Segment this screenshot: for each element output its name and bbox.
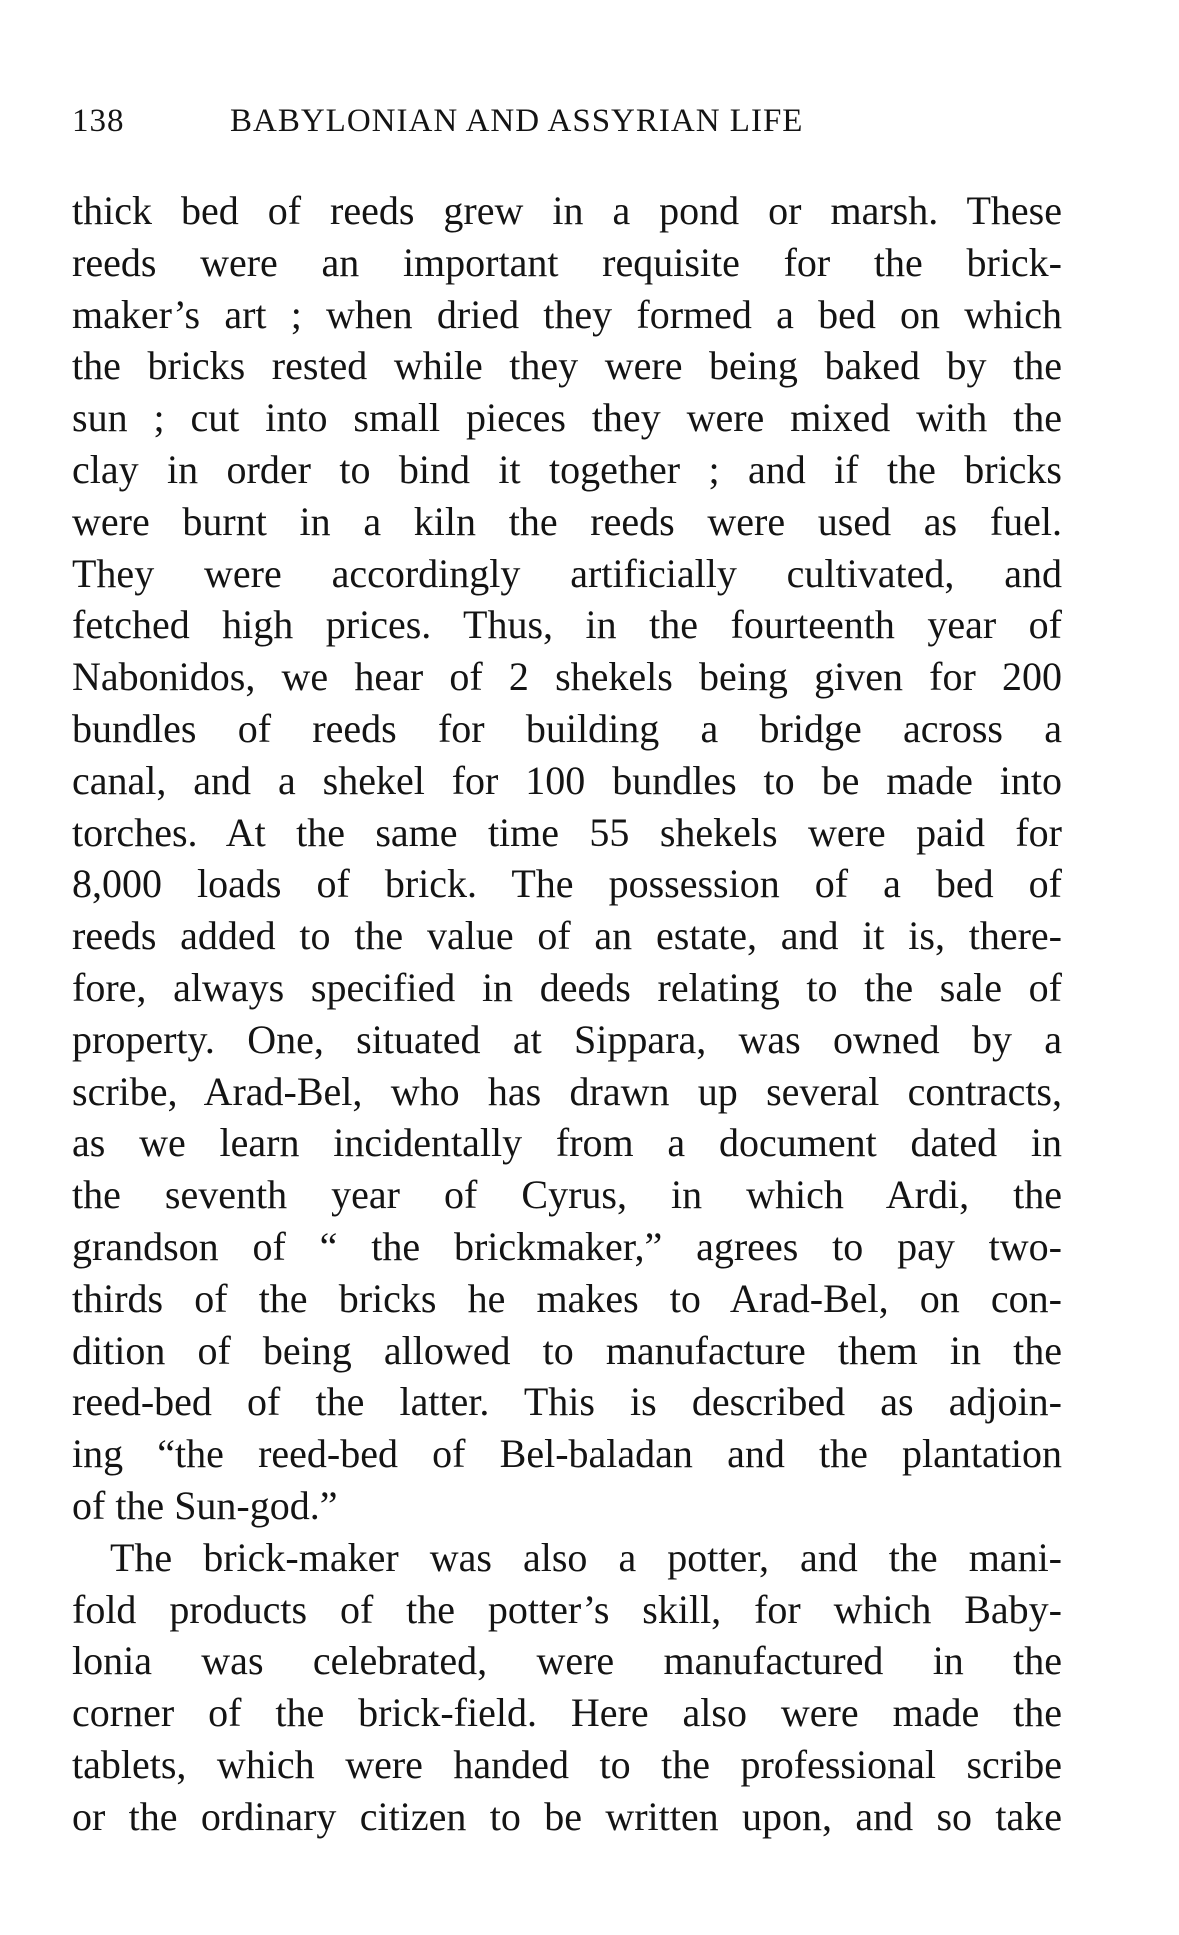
text-line: grandson of “ the brickmaker,” agrees to pay two- — [72, 1223, 1062, 1269]
text-line: torches. At the same time 55 shekels were paid for — [72, 809, 1062, 855]
text-line: They were accordingly artificially cultivated, and — [72, 550, 1062, 596]
paragraph — [72, 185, 1062, 1532]
text-line: property. One, situated at Sippara, was owned by a — [72, 1016, 1062, 1062]
text-line: fetched high prices. Thus, in the fourteenth year of — [72, 602, 1062, 648]
text-line: Nabonidos, we hear of 2 shekels being given for 200 — [72, 654, 1062, 700]
text-line: reed-bed of the latter. This is described as adjoin- — [72, 1379, 1062, 1425]
text-line: dition of being allowed to manufacture them in the — [72, 1327, 1062, 1373]
text-line: canal, and a shekel for 100 bundles to be made into — [72, 757, 1062, 803]
text-line: or the ordinary citizen to be written upon, and so take — [72, 1793, 1062, 1839]
text-line: sun ; cut into small pieces they were mixed with the — [72, 395, 1062, 441]
text-line: were burnt in a kiln the reeds were used as fuel. — [72, 498, 1062, 544]
text-line: corner of the brick-field. Here also were made the — [72, 1690, 1062, 1736]
text-line: scribe, Arad-Bel, who has drawn up several contracts, — [72, 1068, 1062, 1114]
text-line: reeds added to the value of an estate, and it is, there- — [72, 913, 1062, 959]
text-line: of the Sun-god.” — [72, 1482, 338, 1528]
text-line: ing “the reed-bed of Bel-baladan and the plantation — [72, 1431, 1062, 1477]
text-line: reeds were an important requisite for the brick- — [72, 239, 1062, 285]
text-line: as we learn incidentally from a document dated in — [72, 1120, 1062, 1166]
text-line: bundles of reeds for building a bridge across a — [72, 705, 1062, 751]
text-line: fore, always specified in deeds relating to the sale of — [72, 964, 1062, 1010]
text-line: tablets, which were handed to the professional scribe — [72, 1741, 1062, 1787]
text-line: thirds of the bricks he makes to Arad-Bel, on con- — [72, 1275, 1062, 1321]
text-line: thick bed of reeds grew in a pond or marsh. These — [72, 188, 1062, 233]
text-line: the seventh year of Cyrus, in which Ardi, the — [72, 1172, 1062, 1218]
paragraph — [72, 1532, 1062, 1843]
page-number: 138 — [72, 103, 125, 139]
text-line: fold products of the potter’s skill, for which Baby- — [72, 1586, 1062, 1632]
text-line: maker’s art ; when dried they formed a bed on which — [72, 291, 1062, 337]
text-line: The brick-maker was also a potter, and the mani- — [110, 1534, 1062, 1580]
running-title: BABYLONIAN AND ASSYRIAN LIFE — [230, 103, 804, 139]
text-line: 8,000 loads of brick. The possession of a bed of — [72, 861, 1062, 907]
body-text — [72, 185, 1062, 1843]
text-line: clay in order to bind it together ; and if the bricks — [72, 446, 1062, 492]
running-head — [72, 96, 1062, 146]
text-line: the bricks rested while they were being baked by the — [72, 343, 1062, 389]
text-line: lonia was celebrated, were manufactured in the — [72, 1638, 1062, 1684]
